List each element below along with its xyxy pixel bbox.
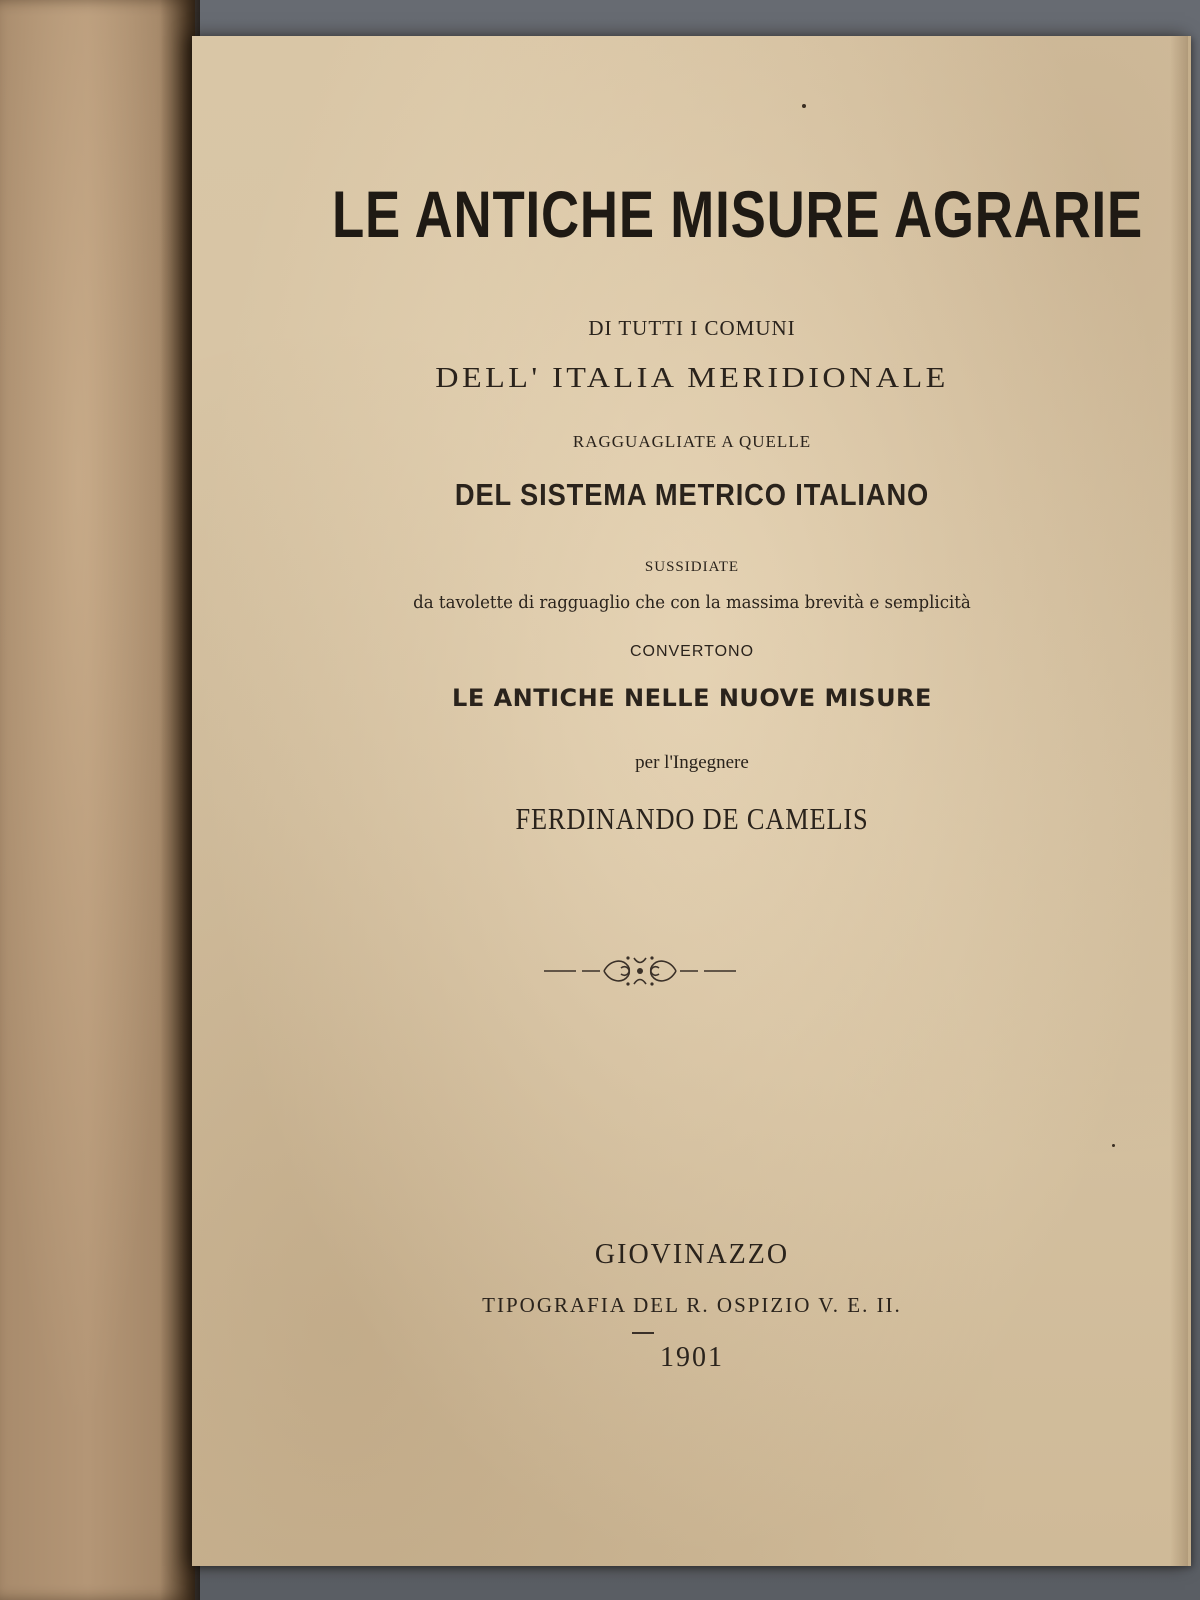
title-page bbox=[192, 36, 1191, 1566]
subtitle-line-3: RAGGUAGLIATE A QUELLE bbox=[572, 432, 812, 451]
subtitle-line-2: DELL' ITALIA MERIDIONALE bbox=[435, 363, 949, 394]
printer-name: TIPOGRAFIA DEL R. OSPIZIO V. E. II. bbox=[482, 1293, 902, 1317]
subtitle-line-8: LE ANTICHE NELLE NUOVE MISURE bbox=[452, 684, 932, 712]
subtitle-line-4: DEL SISTEMA METRICO ITALIANO bbox=[454, 477, 930, 512]
short-rule bbox=[632, 1332, 654, 1334]
subtitle-line-5: SUSSIDIATE bbox=[644, 559, 740, 575]
subtitle-line-7: CONVERTONO bbox=[629, 643, 755, 660]
fleuron-ornament-icon bbox=[542, 946, 738, 996]
publication-place: GIOVINAZZO bbox=[594, 1239, 790, 1270]
subtitle-line-1: DI TUTTI I COMUNI bbox=[588, 316, 796, 340]
subtitle-line-6: da tavolette di ragguaglio che con la massima brevità e semplicità bbox=[413, 592, 971, 613]
book-title: LE ANTICHE MISURE AGRARIE bbox=[332, 177, 1144, 251]
publication-year: 1901 bbox=[660, 1342, 724, 1373]
author-prefix: per l'Ingegnere bbox=[635, 752, 749, 773]
paper-speck bbox=[802, 104, 806, 108]
title-page-content bbox=[192, 36, 1188, 1566]
author-name: FERDINANDO DE CAMELIS bbox=[515, 801, 869, 836]
paper-speck bbox=[1112, 1144, 1115, 1147]
